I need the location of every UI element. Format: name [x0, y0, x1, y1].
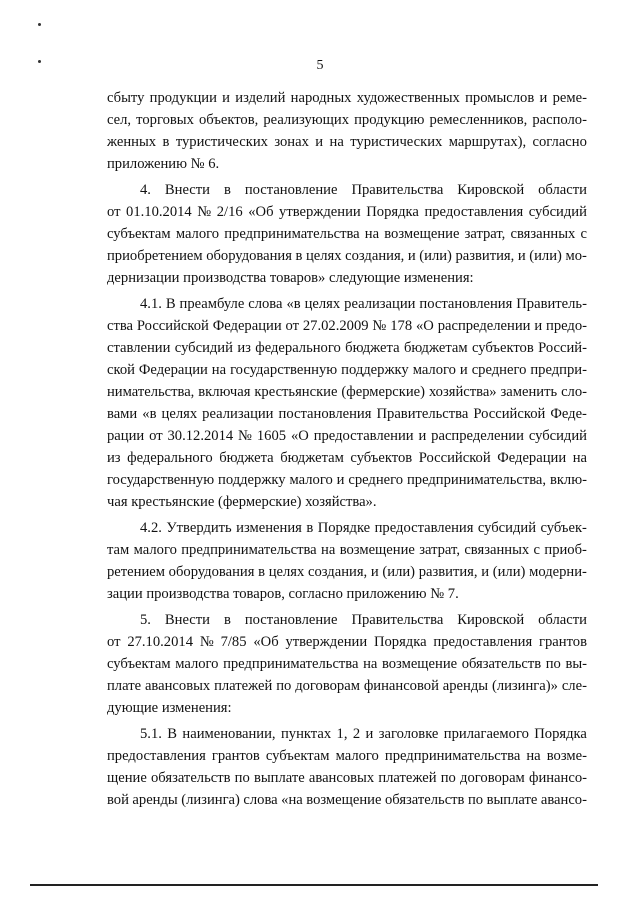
text-line: 5. Внести в постановление Правительства Кировской области	[140, 612, 587, 628]
text-line: ретением оборудования в целях создания, и (или) развития, и (или) модерни-	[107, 564, 587, 580]
text-line: там малого предпринимательства на возмещение затрат, связанных с приоб-	[107, 542, 587, 558]
text-line: плате авансовых платежей по договорам финансовой аренды (лизинга)» сле-	[107, 678, 587, 694]
text-line: дернизации производства товаров» следующие изменения:	[107, 270, 474, 286]
text-line: ства Российской Федерации от 27.02.2009 № 178 «О распределении и предо-	[107, 318, 587, 334]
text-line: щение обязательств по выплате авансовых платежей по договорам финансо-	[107, 770, 587, 786]
scan-speck	[38, 23, 41, 26]
text-line: зации производства товаров, согласно приложению № 7.	[107, 586, 459, 602]
text-line: ставлении субсидий из федерального бюджета бюджетам субъектов Россий-	[107, 340, 587, 356]
text-line: 5.1. В наименовании, пунктах 1, 2 и заголовке прилагаемого Порядка	[140, 726, 587, 742]
text-line: вой аренды (лизинга) слова «на возмещение обязательств по выплате авансо-	[107, 792, 587, 808]
text-line: ской Федерации на государственную поддержку малого и среднего предпри-	[107, 362, 587, 378]
text-line: сбыту продукции и изделий народных художественных промыслов и реме-	[107, 90, 587, 106]
text-line: предоставления грантов субъектам малого предпринимательства на возме-	[107, 748, 587, 764]
text-line: вами «в целях реализации постановления Правительства Российской Феде-	[107, 406, 587, 422]
text-line: приложению № 6.	[107, 156, 220, 172]
text-line: от 01.10.2014 № 2/16 «Об утверждении Порядка предоставления субсидий	[107, 204, 587, 220]
text-line: 4.2. Утвердить изменения в Порядке предоставления субсидий субъек-	[140, 520, 587, 536]
text-line: дующие изменения:	[107, 700, 232, 716]
text-line: субъектам малого предпринимательства на возмещение обязательств по вы-	[107, 656, 587, 672]
text-line: государственную поддержку малого и среднего предпринимательства, вклю-	[107, 472, 587, 488]
text-line: женных в туристических зонах и на туристических маршрутах), согласно	[107, 134, 587, 150]
text-line: сел, торговых объектов, реализующих продукцию ремесленников, располо-	[107, 112, 587, 128]
text-line: 4.1. В преамбуле слова «в целях реализации постановления Правитель-	[140, 296, 587, 312]
text-line: приобретением оборудования в целях создания, и (или) развития, и (или) мо-	[107, 248, 587, 264]
text-line: нимательства, включая крестьянские (фермерские) хозяйства» заменить сло-	[107, 384, 587, 400]
bottom-rule	[30, 884, 598, 886]
text-line: субъектам малого предпринимательства на возмещение затрат, связанных с	[107, 226, 587, 242]
text-line: от 27.10.2014 № 7/85 «Об утверждении Порядка предоставления грантов	[107, 634, 587, 650]
text-line: чая крестьянские (фермерские) хозяйства».	[107, 494, 377, 510]
page-number: 5	[316, 58, 324, 73]
text-line: из федерального бюджета бюджетам субъектов Российской Федерации на	[107, 450, 587, 466]
text-line: 4. Внести в постановление Правительства Кировской области	[140, 182, 587, 198]
text-line: рации от 30.12.2014 № 1605 «О предоставлении и распределении субсидий	[107, 428, 587, 444]
